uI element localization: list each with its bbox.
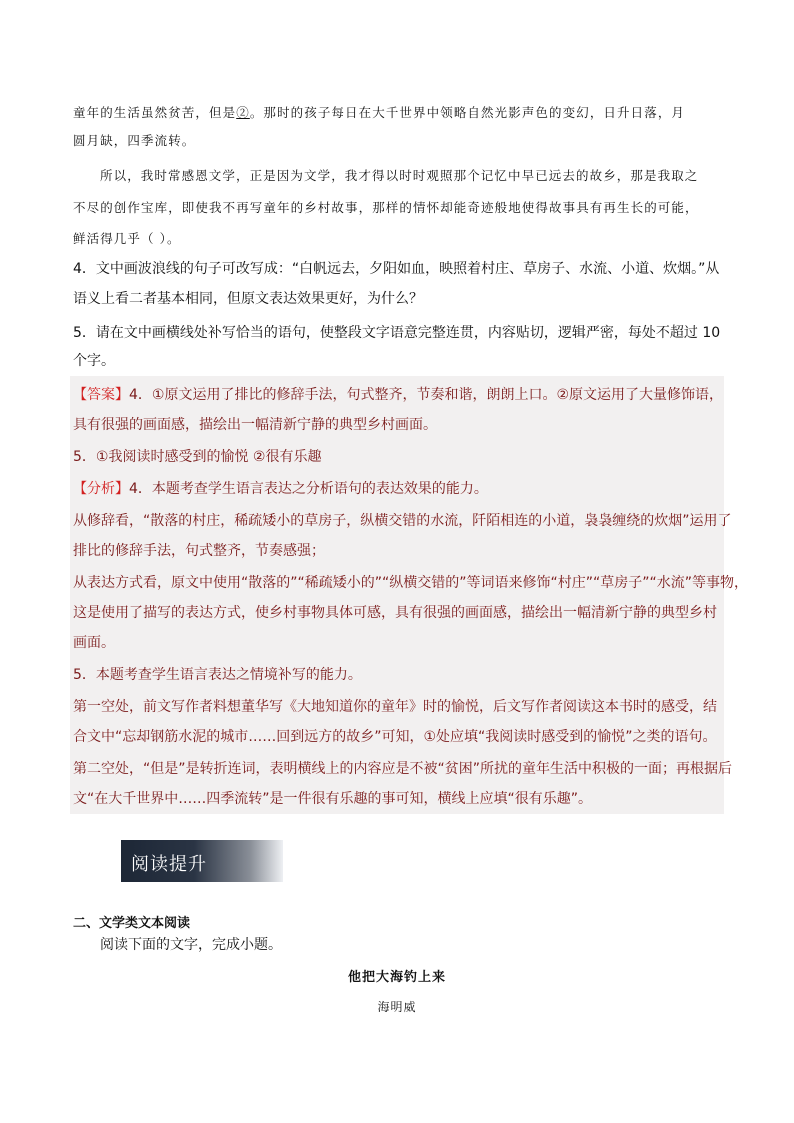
blank-2: ② [236, 105, 250, 120]
passage-line: 所以，我时常感恩文学，正是因为文学，我才得以时时观照那个记忆中早已远去的故乡，那是我取之 [100, 168, 699, 183]
passage-line: 鲜活得几乎（ ）。 [73, 231, 181, 246]
passage-line: 圆月缺，四季流转。 [73, 133, 196, 148]
answer-line: 具有很强的画面感，描绘出一幅清新宁静的典型乡村画面。 [73, 417, 437, 433]
banner-title: 阅读提升 [131, 854, 207, 875]
answer-tag: 【答案】 [73, 387, 129, 403]
analysis-line: 从修辞看，“散落的村庄，稀疏矮小的草房子，纵横交错的水流，阡陌相连的小道，袅袅缠绕的炊烟”运用了 [73, 513, 732, 529]
answer-analysis-box [70, 376, 724, 814]
question-5-line2: 个字。 [73, 353, 115, 369]
answer-line: 5．①我阅读时感受到的愉悦 ②很有乐趣 [73, 449, 322, 465]
question-4-line1: 4．文中画波浪线的句子可改写成：“白帆远去，夕阳如血，映照着村庄、草房子、水流、小道、炊烟。”从 [73, 261, 720, 277]
section-heading: 二、文学类文本阅读 [73, 916, 191, 931]
passage-line: 童年的生活虽然贫苦，但是②。那时的孩子每日在大千世界中领略自然光影声色的变幻，日升日落，月 [73, 105, 686, 120]
analysis-line: 第二空处，“但是”是转折连词，表明横线上的内容应是不被“贫困”所扰的童年生活中积极的一面；再根据后 [73, 761, 733, 777]
analysis-line: 排比的修辞手法，句式整齐，节奏感强； [73, 543, 325, 559]
analysis-line: 【分析】4．本题考查学生语言表达之分析语句的表达效果的能力。 [73, 481, 488, 497]
article-title: 他把大海钓上来 [347, 970, 446, 985]
section-banner [121, 840, 283, 882]
section-instruction: 阅读下面的文字，完成小题。 [100, 937, 282, 953]
analysis-tag: 【分析】 [73, 481, 129, 497]
article-author: 海明威 [377, 1000, 417, 1014]
analysis-line: 文“在大千世界中……四季流转”是一件很有乐趣的事可知，横线上应填“很有乐趣”。 [73, 791, 593, 807]
analysis-line: 第一空处，前文写作者料想董华写《大地知道你的童年》时的愉悦，后文写作者阅读这本书时的感受，结 [73, 699, 717, 715]
analysis-line: 画面。 [73, 635, 115, 651]
passage-line: 不尽的创作宝库，即使我不再写童年的乡村故事，那样的情怀却能奇迹般地使得故事具有再生长的可能， [73, 200, 699, 215]
analysis-line: 5．本题考查学生语言表达之情境补写的能力。 [73, 667, 362, 683]
analysis-line: 从表达方式看，原文中使用“散落的”“稀疏矮小的”“纵横交错的”等词语来修饰“村庄”“草房子”“水流”等事物， [73, 575, 749, 591]
analysis-line: 合文中“忘却钢筋水泥的城市……回到远方的故乡”可知，①处应填“我阅读时感受到的愉悦”之类的语句。 [73, 729, 717, 745]
answer-line: 【答案】4．①原文运用了排比的修辞手法，句式整齐，节奏和谐，朗朗上口。②原文运用了大量修饰语， [73, 387, 724, 403]
question-5-line1: 5．请在文中画横线处补写恰当的语句，使整段文字语意完整连贯，内容贴切，逻辑严密，每处不超过 10 [73, 325, 721, 341]
analysis-line: 这是使用了描写的表达方式，使乡村事物具体可感，具有很强的画面感，描绘出一幅清新宁静的典型乡村 [73, 605, 717, 621]
question-4-line2: 语义上看二者基本相同，但原文表达效果更好，为什么？ [73, 291, 423, 307]
